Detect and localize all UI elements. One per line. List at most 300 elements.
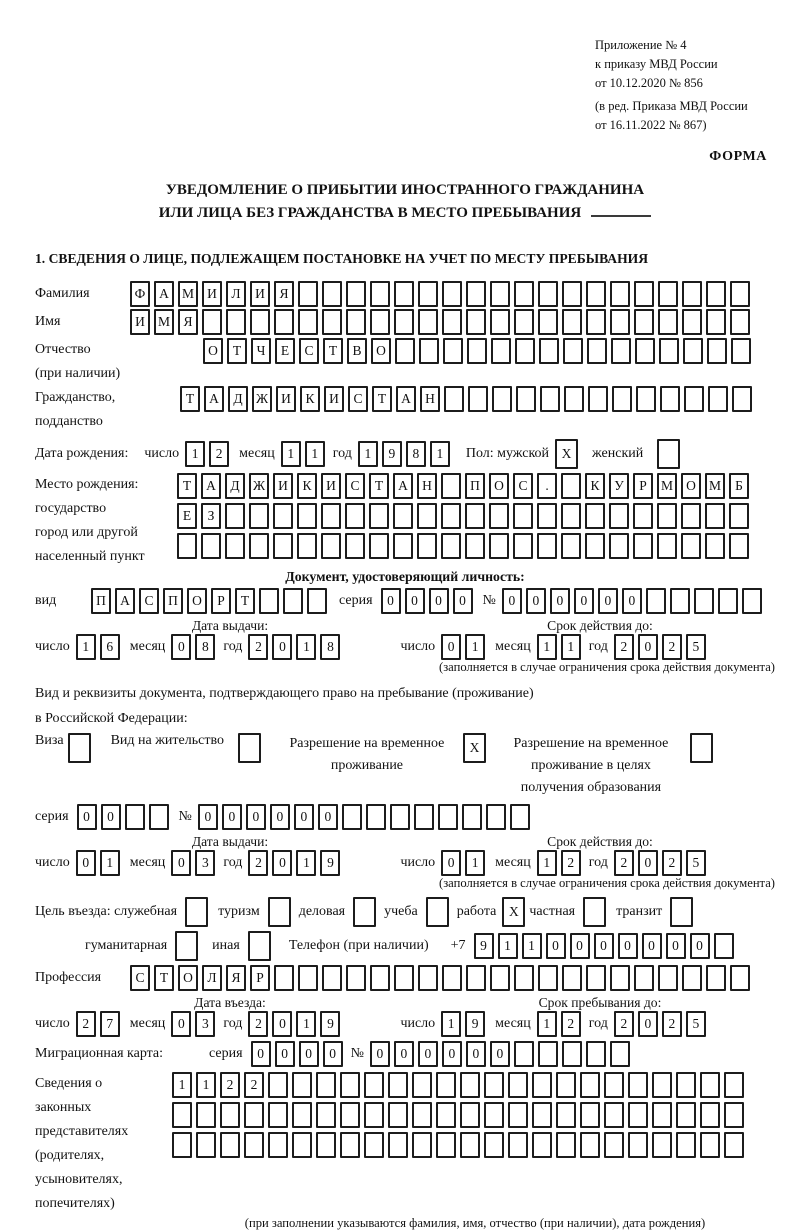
char-cell[interactable] [489, 533, 509, 559]
char-cell[interactable] [731, 338, 751, 364]
char-cell[interactable]: 0 [570, 933, 590, 959]
char-cell[interactable] [610, 281, 630, 307]
char-cell[interactable] [508, 1072, 528, 1098]
char-cell[interactable]: Я [274, 281, 294, 307]
char-cell[interactable] [532, 1072, 552, 1098]
char-cell[interactable]: 1 [172, 1072, 192, 1098]
char-cell[interactable]: Р [211, 588, 231, 614]
char-cell[interactable] [514, 309, 534, 335]
char-cell[interactable] [652, 1072, 672, 1098]
char-cell[interactable] [539, 338, 559, 364]
char-cell[interactable]: С [345, 473, 365, 499]
char-cell[interactable] [706, 965, 726, 991]
char-cell[interactable] [370, 309, 390, 335]
char-cell[interactable] [532, 1132, 552, 1158]
char-cell[interactable]: 3 [195, 850, 215, 876]
char-cell[interactable]: 5 [686, 634, 706, 660]
char-cell[interactable] [489, 503, 509, 529]
char-cell[interactable] [412, 1072, 432, 1098]
char-cell[interactable]: 0 [638, 850, 658, 876]
char-cell[interactable] [346, 281, 366, 307]
char-cell[interactable]: 0 [666, 933, 686, 959]
char-cell[interactable]: 6 [100, 634, 120, 660]
char-cell[interactable] [484, 1072, 504, 1098]
char-cell[interactable] [273, 503, 293, 529]
char-cell[interactable]: 0 [526, 588, 546, 614]
char-cell[interactable]: 1 [296, 850, 316, 876]
char-cell[interactable] [484, 1102, 504, 1128]
char-cell[interactable]: 0 [272, 1011, 292, 1037]
char-cell[interactable]: 2 [561, 850, 581, 876]
char-cell[interactable]: Л [202, 965, 222, 991]
char-cell[interactable] [585, 533, 605, 559]
char-cell[interactable] [514, 1041, 534, 1067]
char-cell[interactable]: М [705, 473, 725, 499]
char-cell[interactable] [321, 503, 341, 529]
char-cell[interactable]: Д [225, 473, 245, 499]
char-cell[interactable]: 5 [686, 1011, 706, 1037]
char-cell[interactable]: Р [633, 473, 653, 499]
char-cell[interactable] [249, 503, 269, 529]
char-cell[interactable] [298, 965, 318, 991]
char-cell[interactable] [460, 1132, 480, 1158]
char-cell[interactable] [442, 281, 462, 307]
char-cell[interactable]: 0 [77, 804, 97, 830]
char-cell[interactable] [634, 281, 654, 307]
char-cell[interactable] [700, 1132, 720, 1158]
char-cell[interactable] [705, 533, 725, 559]
char-cell[interactable]: И [276, 386, 296, 412]
char-cell[interactable] [538, 309, 558, 335]
char-cell[interactable] [250, 309, 270, 335]
char-cell[interactable] [460, 1102, 480, 1128]
char-cell[interactable]: О [371, 338, 391, 364]
char-cell[interactable]: Ж [249, 473, 269, 499]
char-cell[interactable]: П [91, 588, 111, 614]
char-cell[interactable] [513, 533, 533, 559]
char-cell[interactable] [149, 804, 169, 830]
char-cell[interactable] [556, 1072, 576, 1098]
char-cell[interactable]: Р [250, 965, 270, 991]
char-cell[interactable]: П [163, 588, 183, 614]
char-cell[interactable]: 1 [430, 441, 450, 467]
char-cell[interactable] [670, 588, 690, 614]
char-cell[interactable] [393, 503, 413, 529]
char-cell[interactable] [244, 1102, 264, 1128]
char-cell[interactable]: 0 [370, 1041, 390, 1067]
char-cell[interactable] [586, 965, 606, 991]
char-cell[interactable]: А [393, 473, 413, 499]
char-cell[interactable]: 0 [490, 1041, 510, 1067]
char-cell[interactable] [369, 503, 389, 529]
char-cell[interactable] [514, 965, 534, 991]
char-cell[interactable]: 0 [466, 1041, 486, 1067]
char-cell[interactable]: И [321, 473, 341, 499]
char-cell[interactable]: Т [369, 473, 389, 499]
char-cell[interactable]: Я [178, 309, 198, 335]
char-cell[interactable]: 0 [275, 1041, 295, 1067]
char-cell[interactable] [682, 281, 702, 307]
char-cell[interactable] [466, 965, 486, 991]
char-cell[interactable] [268, 1102, 288, 1128]
char-cell[interactable] [364, 1132, 384, 1158]
char-cell[interactable] [604, 1072, 624, 1098]
char-cell[interactable] [225, 503, 245, 529]
char-cell[interactable] [346, 309, 366, 335]
char-cell[interactable] [714, 933, 734, 959]
char-cell[interactable] [297, 533, 317, 559]
char-cell[interactable] [609, 533, 629, 559]
char-cell[interactable]: 0 [594, 933, 614, 959]
char-cell[interactable] [516, 386, 536, 412]
char-cell[interactable] [610, 309, 630, 335]
char-cell[interactable]: 0 [198, 804, 218, 830]
char-cell[interactable]: 0 [441, 634, 461, 660]
char-cell[interactable] [604, 1132, 624, 1158]
char-cell[interactable]: З [201, 503, 221, 529]
char-cell[interactable]: Т [235, 588, 255, 614]
char-cell[interactable] [538, 965, 558, 991]
char-cell[interactable] [322, 965, 342, 991]
char-cell[interactable] [490, 281, 510, 307]
char-cell[interactable]: К [585, 473, 605, 499]
char-cell[interactable] [340, 1072, 360, 1098]
char-cell[interactable] [724, 1132, 744, 1158]
char-cell[interactable] [369, 533, 389, 559]
char-cell[interactable] [172, 1132, 192, 1158]
char-cell[interactable] [657, 533, 677, 559]
char-cell[interactable]: 1 [537, 1011, 557, 1037]
char-cell[interactable] [707, 338, 727, 364]
checkbox[interactable] [185, 897, 208, 927]
char-cell[interactable]: Б [729, 473, 749, 499]
char-cell[interactable] [694, 588, 714, 614]
char-cell[interactable]: Т [323, 338, 343, 364]
char-cell[interactable]: 2 [76, 1011, 96, 1037]
char-cell[interactable]: 0 [318, 804, 338, 830]
char-cell[interactable] [268, 1072, 288, 1098]
char-cell[interactable] [612, 386, 632, 412]
char-cell[interactable]: 0 [546, 933, 566, 959]
char-cell[interactable]: 2 [209, 441, 229, 467]
char-cell[interactable] [345, 503, 365, 529]
char-cell[interactable] [538, 281, 558, 307]
char-cell[interactable]: 9 [474, 933, 494, 959]
char-cell[interactable] [562, 281, 582, 307]
char-cell[interactable] [202, 309, 222, 335]
char-cell[interactable]: 2 [662, 1011, 682, 1037]
char-cell[interactable] [414, 804, 434, 830]
char-cell[interactable] [561, 473, 581, 499]
char-cell[interactable]: 0 [222, 804, 242, 830]
checkbox[interactable]: X [463, 733, 486, 763]
char-cell[interactable] [366, 804, 386, 830]
char-cell[interactable] [718, 588, 738, 614]
char-cell[interactable]: М [178, 281, 198, 307]
char-cell[interactable]: С [299, 338, 319, 364]
char-cell[interactable]: 1 [76, 634, 96, 660]
checkbox[interactable] [690, 733, 713, 763]
char-cell[interactable] [491, 338, 511, 364]
char-cell[interactable]: 0 [272, 634, 292, 660]
char-cell[interactable] [684, 386, 704, 412]
char-cell[interactable] [508, 1132, 528, 1158]
char-cell[interactable] [562, 965, 582, 991]
char-cell[interactable]: 1 [100, 850, 120, 876]
char-cell[interactable]: Т [372, 386, 392, 412]
char-cell[interactable]: Н [417, 473, 437, 499]
char-cell[interactable]: Д [228, 386, 248, 412]
char-cell[interactable] [468, 386, 488, 412]
char-cell[interactable] [700, 1072, 720, 1098]
char-cell[interactable] [563, 338, 583, 364]
char-cell[interactable] [441, 533, 461, 559]
char-cell[interactable]: Я [226, 965, 246, 991]
char-cell[interactable] [730, 309, 750, 335]
char-cell[interactable] [700, 1102, 720, 1128]
char-cell[interactable] [580, 1102, 600, 1128]
char-cell[interactable]: 1 [296, 1011, 316, 1037]
char-cell[interactable] [561, 503, 581, 529]
char-cell[interactable] [462, 804, 482, 830]
char-cell[interactable]: К [297, 473, 317, 499]
char-cell[interactable] [490, 309, 510, 335]
char-cell[interactable] [514, 281, 534, 307]
char-cell[interactable] [345, 533, 365, 559]
char-cell[interactable] [508, 1102, 528, 1128]
char-cell[interactable]: О [681, 473, 701, 499]
char-cell[interactable]: 0 [251, 1041, 271, 1067]
char-cell[interactable] [436, 1132, 456, 1158]
char-cell[interactable]: 0 [246, 804, 266, 830]
char-cell[interactable] [730, 965, 750, 991]
char-cell[interactable] [538, 1041, 558, 1067]
char-cell[interactable] [708, 386, 728, 412]
char-cell[interactable]: 2 [248, 1011, 268, 1037]
char-cell[interactable] [394, 309, 414, 335]
char-cell[interactable] [586, 1041, 606, 1067]
char-cell[interactable]: 9 [382, 441, 402, 467]
char-cell[interactable] [467, 338, 487, 364]
char-cell[interactable] [292, 1132, 312, 1158]
char-cell[interactable] [646, 588, 666, 614]
char-cell[interactable] [274, 965, 294, 991]
char-cell[interactable] [706, 309, 726, 335]
char-cell[interactable]: 0 [502, 588, 522, 614]
checkbox[interactable] [353, 897, 376, 927]
char-cell[interactable]: 1 [441, 1011, 461, 1037]
char-cell[interactable]: 0 [270, 804, 290, 830]
char-cell[interactable] [340, 1102, 360, 1128]
char-cell[interactable] [307, 588, 327, 614]
char-cell[interactable] [465, 533, 485, 559]
char-cell[interactable]: К [300, 386, 320, 412]
char-cell[interactable]: 1 [296, 634, 316, 660]
char-cell[interactable] [732, 386, 752, 412]
char-cell[interactable] [628, 1132, 648, 1158]
char-cell[interactable] [588, 386, 608, 412]
checkbox[interactable] [268, 897, 291, 927]
char-cell[interactable]: Т [180, 386, 200, 412]
char-cell[interactable]: 9 [320, 850, 340, 876]
checkbox[interactable] [426, 897, 449, 927]
char-cell[interactable]: 0 [642, 933, 662, 959]
char-cell[interactable] [340, 1132, 360, 1158]
char-cell[interactable] [394, 965, 414, 991]
char-cell[interactable] [658, 965, 678, 991]
char-cell[interactable]: Е [177, 503, 197, 529]
char-cell[interactable]: 0 [394, 1041, 414, 1067]
char-cell[interactable]: 1 [465, 850, 485, 876]
char-cell[interactable] [490, 965, 510, 991]
char-cell[interactable]: П [465, 473, 485, 499]
char-cell[interactable] [657, 503, 677, 529]
char-cell[interactable] [395, 338, 415, 364]
char-cell[interactable]: 2 [662, 634, 682, 660]
char-cell[interactable]: Е [275, 338, 295, 364]
char-cell[interactable] [316, 1132, 336, 1158]
char-cell[interactable] [417, 533, 437, 559]
char-cell[interactable]: 1 [537, 634, 557, 660]
char-cell[interactable] [436, 1102, 456, 1128]
char-cell[interactable] [537, 533, 557, 559]
char-cell[interactable] [634, 965, 654, 991]
char-cell[interactable] [729, 503, 749, 529]
char-cell[interactable] [346, 965, 366, 991]
char-cell[interactable] [658, 309, 678, 335]
char-cell[interactable] [628, 1072, 648, 1098]
char-cell[interactable]: 1 [305, 441, 325, 467]
checkbox[interactable] [583, 897, 606, 927]
char-cell[interactable] [412, 1102, 432, 1128]
char-cell[interactable] [466, 281, 486, 307]
char-cell[interactable]: О [203, 338, 223, 364]
checkbox[interactable] [657, 439, 680, 469]
char-cell[interactable]: А [396, 386, 416, 412]
char-cell[interactable]: 1 [522, 933, 542, 959]
char-cell[interactable] [724, 1072, 744, 1098]
char-cell[interactable] [660, 386, 680, 412]
char-cell[interactable] [436, 1072, 456, 1098]
char-cell[interactable] [418, 309, 438, 335]
char-cell[interactable] [364, 1102, 384, 1128]
char-cell[interactable]: 1 [196, 1072, 216, 1098]
char-cell[interactable] [388, 1072, 408, 1098]
char-cell[interactable] [611, 338, 631, 364]
checkbox[interactable] [175, 931, 198, 961]
char-cell[interactable]: 0 [550, 588, 570, 614]
char-cell[interactable] [676, 1102, 696, 1128]
char-cell[interactable] [562, 309, 582, 335]
char-cell[interactable] [249, 533, 269, 559]
char-cell[interactable] [635, 338, 655, 364]
char-cell[interactable]: 0 [618, 933, 638, 959]
char-cell[interactable]: А [201, 473, 221, 499]
char-cell[interactable] [388, 1102, 408, 1128]
char-cell[interactable]: 2 [248, 634, 268, 660]
char-cell[interactable] [628, 1102, 648, 1128]
char-cell[interactable]: 2 [220, 1072, 240, 1098]
char-cell[interactable]: 1 [537, 850, 557, 876]
char-cell[interactable]: О [178, 965, 198, 991]
char-cell[interactable] [418, 965, 438, 991]
char-cell[interactable] [441, 473, 461, 499]
char-cell[interactable]: М [154, 309, 174, 335]
char-cell[interactable] [390, 804, 410, 830]
char-cell[interactable]: 0 [101, 804, 121, 830]
char-cell[interactable]: 1 [358, 441, 378, 467]
char-cell[interactable] [125, 804, 145, 830]
char-cell[interactable] [292, 1072, 312, 1098]
char-cell[interactable]: 5 [686, 850, 706, 876]
char-cell[interactable] [586, 309, 606, 335]
char-cell[interactable] [724, 1102, 744, 1128]
char-cell[interactable] [729, 533, 749, 559]
char-cell[interactable] [676, 1072, 696, 1098]
char-cell[interactable] [659, 338, 679, 364]
char-cell[interactable] [321, 533, 341, 559]
char-cell[interactable]: 8 [320, 634, 340, 660]
checkbox[interactable] [670, 897, 693, 927]
char-cell[interactable] [417, 503, 437, 529]
char-cell[interactable]: . [537, 473, 557, 499]
char-cell[interactable]: С [513, 473, 533, 499]
char-cell[interactable]: 1 [281, 441, 301, 467]
char-cell[interactable] [540, 386, 560, 412]
char-cell[interactable] [681, 533, 701, 559]
char-cell[interactable]: 2 [561, 1011, 581, 1037]
char-cell[interactable] [322, 309, 342, 335]
char-cell[interactable] [418, 281, 438, 307]
char-cell[interactable] [587, 338, 607, 364]
char-cell[interactable] [681, 503, 701, 529]
char-cell[interactable] [226, 309, 246, 335]
char-cell[interactable] [705, 503, 725, 529]
char-cell[interactable]: 2 [614, 850, 634, 876]
char-cell[interactable]: А [154, 281, 174, 307]
char-cell[interactable]: 8 [406, 441, 426, 467]
char-cell[interactable] [580, 1072, 600, 1098]
char-cell[interactable] [388, 1132, 408, 1158]
char-cell[interactable] [444, 386, 464, 412]
char-cell[interactable]: 0 [171, 1011, 191, 1037]
char-cell[interactable]: 0 [429, 588, 449, 614]
char-cell[interactable]: 0 [622, 588, 642, 614]
char-cell[interactable] [492, 386, 512, 412]
char-cell[interactable] [259, 588, 279, 614]
char-cell[interactable] [510, 804, 530, 830]
char-cell[interactable]: 0 [405, 588, 425, 614]
char-cell[interactable] [460, 1072, 480, 1098]
char-cell[interactable]: 0 [323, 1041, 343, 1067]
checkbox[interactable]: X [555, 439, 578, 469]
char-cell[interactable]: 0 [574, 588, 594, 614]
char-cell[interactable]: И [250, 281, 270, 307]
char-cell[interactable]: 0 [294, 804, 314, 830]
char-cell[interactable] [322, 281, 342, 307]
char-cell[interactable] [292, 1102, 312, 1128]
char-cell[interactable] [442, 309, 462, 335]
char-cell[interactable]: 0 [299, 1041, 319, 1067]
char-cell[interactable]: 0 [441, 850, 461, 876]
char-cell[interactable]: Ч [251, 338, 271, 364]
char-cell[interactable] [316, 1102, 336, 1128]
char-cell[interactable]: 0 [690, 933, 710, 959]
char-cell[interactable] [297, 503, 317, 529]
char-cell[interactable] [564, 386, 584, 412]
char-cell[interactable] [556, 1102, 576, 1128]
char-cell[interactable]: С [139, 588, 159, 614]
